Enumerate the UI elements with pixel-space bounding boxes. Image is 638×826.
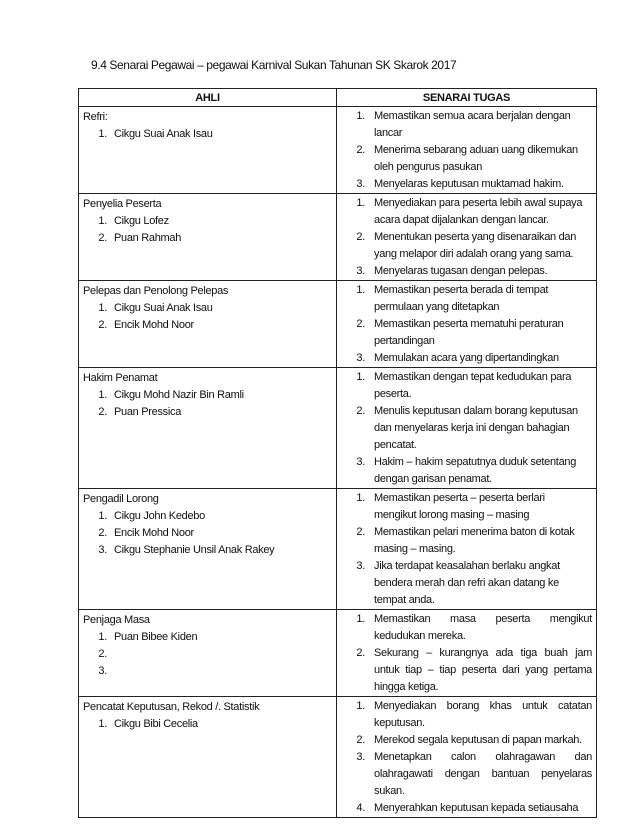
task-line: [337, 524, 592, 541]
member-item: [79, 663, 336, 680]
member-item: [79, 542, 336, 559]
role-title: Pencatat Keputusan, Rekod /. Statistik: [83, 701, 260, 713]
task-text: mengikut lorong masing – masing: [374, 509, 530, 521]
table-row: [79, 194, 597, 281]
task-line: [337, 611, 592, 628]
role-title: Hakim Penamat: [83, 372, 158, 384]
task-line: [337, 558, 592, 575]
tugas-cell: [337, 368, 597, 489]
table-row: [79, 281, 597, 368]
task-text: sukan.: [374, 785, 405, 797]
task-number: 2.: [356, 405, 365, 417]
task-number: [337, 159, 374, 176]
task-text: Menyelaras keputusan muktamad hakim.: [374, 178, 564, 190]
task-line: [337, 420, 592, 437]
member-name: Encik Mohd Noor: [114, 527, 194, 539]
role-title: Refri:: [83, 111, 108, 123]
task-number: 2.: [356, 318, 365, 330]
task-text: Sekurang – kurangnya ada tiga buah jam: [374, 647, 592, 659]
task-number: 2.: [356, 734, 365, 746]
task-line: [337, 159, 592, 176]
member-list: [79, 508, 336, 559]
member-number: 3.: [98, 665, 107, 677]
role-title: Pelepas dan Penolong Pelepas: [83, 285, 229, 297]
task-line: [337, 662, 592, 679]
member-name: Puan Rahmah: [114, 232, 182, 244]
task-number: 2.: [356, 144, 365, 156]
task-number: 3.: [356, 352, 365, 364]
task-number: [337, 437, 374, 454]
member-name: Cikgu Suai Anak Isau: [114, 128, 213, 140]
member-number: 2.: [98, 319, 107, 331]
member-number: 1.: [98, 389, 107, 401]
task-text: Jika terdapat keasalahan berlaku angkat: [374, 560, 560, 572]
member-number: 2.: [98, 527, 107, 539]
header-senarai-tugas: SENARAI TUGAS: [337, 89, 597, 107]
task-number: [337, 386, 374, 403]
task-number: [337, 592, 374, 609]
task-text: Memastikan peserta mematuhi peraturan: [374, 318, 564, 330]
task-line: [337, 507, 592, 524]
task-line: [337, 490, 592, 507]
task-line: [337, 108, 592, 125]
task-number: 3.: [356, 178, 365, 190]
task-number: [337, 575, 374, 592]
task-line: [337, 628, 592, 645]
task-text: pencatat.: [374, 439, 417, 451]
task-list: [337, 368, 596, 488]
member-item: [79, 126, 336, 143]
task-list: [337, 107, 596, 193]
tugas-cell: [337, 281, 597, 368]
member-item: [79, 387, 336, 404]
task-number: 2.: [356, 231, 365, 243]
task-text: peserta.: [374, 388, 412, 400]
member-number: 2.: [98, 232, 107, 244]
task-number: [337, 679, 374, 696]
ahli-cell: [79, 697, 337, 818]
task-number: [337, 420, 374, 437]
task-number: [337, 541, 374, 558]
member-number: 2.: [98, 406, 107, 418]
task-text: tempat anda.: [374, 594, 435, 606]
member-number: 1.: [98, 631, 107, 643]
task-text: acara dapat dijalankan dengan lancar.: [374, 214, 549, 226]
task-text: Hakim – hakim sepatutnya duduk setentang: [374, 456, 577, 468]
task-line: [337, 195, 592, 212]
member-number: 1.: [98, 215, 107, 227]
ahli-cell: [79, 107, 337, 194]
role-title: Pengadil Lorong: [83, 493, 159, 505]
table-row: [79, 697, 597, 818]
task-number: 1.: [356, 110, 365, 122]
task-line: [337, 403, 592, 420]
table-row: [79, 368, 597, 489]
member-item: [79, 525, 336, 542]
task-text: yang melapor diri adalah orang yang sama.: [374, 248, 574, 260]
member-name: Puan Bibee Kiden: [114, 631, 198, 643]
task-number: [337, 333, 374, 350]
task-line: [337, 800, 592, 817]
ahli-cell: [79, 281, 337, 368]
task-line: [337, 350, 592, 367]
member-number: 1.: [98, 302, 107, 314]
task-line: [337, 246, 592, 263]
member-item: [79, 230, 336, 247]
ahli-cell: [79, 194, 337, 281]
task-text: Menentukan peserta yang disenaraikan dan: [374, 231, 577, 243]
task-line: [337, 369, 592, 386]
task-text: Memastikan masa peserta mengikut: [374, 613, 592, 625]
task-line: [337, 645, 592, 662]
task-number: 3.: [356, 560, 365, 572]
task-number: 4.: [356, 802, 365, 814]
task-text: Memastikan dengan tepat kedudukan para: [374, 371, 572, 383]
tugas-cell: [337, 194, 597, 281]
member-list: [79, 387, 336, 421]
task-line: [337, 316, 592, 333]
task-line: [337, 299, 592, 316]
task-number: 1.: [356, 613, 365, 625]
task-number: [337, 471, 374, 488]
member-name: Cikgu Suai Anak Isau: [114, 302, 213, 314]
task-text: Menerima sebarang aduan uang dikemukan: [374, 144, 578, 156]
task-text: dengan garisan penamat.: [374, 473, 492, 485]
ahli-cell: [79, 489, 337, 610]
table-row: [79, 610, 597, 697]
task-line: [337, 541, 592, 558]
task-text: Merekod segala keputusan di papan markah.: [374, 734, 582, 746]
task-list: [337, 281, 596, 367]
member-item: [79, 317, 336, 334]
task-text: kedudukan mereka.: [374, 630, 466, 642]
task-line: [337, 783, 592, 800]
task-text: keputusan.: [374, 717, 425, 729]
ahli-cell: [79, 610, 337, 697]
task-number: [337, 715, 374, 732]
task-text: Menyelaras tugasan dengan pelepas.: [374, 265, 548, 277]
member-item: [79, 629, 336, 646]
table-row: [79, 489, 597, 610]
table-body: [79, 107, 597, 818]
task-line: [337, 749, 592, 766]
task-text: dan menyelaras kerja ini dengan bahagian: [374, 422, 570, 434]
member-list: [79, 126, 336, 143]
task-line: [337, 333, 592, 350]
task-line: [337, 212, 592, 229]
task-text: Memastikan peserta berada di tempat: [374, 284, 549, 296]
task-number: [337, 125, 374, 142]
member-number: 3.: [98, 544, 107, 556]
task-number: [337, 212, 374, 229]
task-line: [337, 575, 592, 592]
role-title: Penyelia Peserta: [83, 198, 162, 210]
member-number: 1.: [98, 128, 107, 140]
tugas-cell: [337, 489, 597, 610]
member-item: [79, 508, 336, 525]
task-number: 1.: [356, 284, 365, 296]
member-item: [79, 300, 336, 317]
task-text: Memastikan peserta – peserta berlari: [374, 492, 545, 504]
task-list: [337, 489, 596, 609]
table-row: [79, 107, 597, 194]
task-number: 3.: [356, 456, 365, 468]
task-number: 2.: [356, 647, 365, 659]
member-number: 1.: [98, 718, 107, 730]
member-item: [79, 213, 336, 230]
task-text: pertandingan: [374, 335, 435, 347]
member-name: Cikgu Lofez: [114, 215, 169, 227]
task-list: [337, 610, 596, 696]
task-text: olahragawati dengan bantuan penyelaras: [374, 768, 592, 780]
role-title: Penjaga Masa: [83, 614, 150, 626]
task-line: [337, 282, 592, 299]
header-ahli: AHLI: [79, 89, 337, 107]
task-number: [337, 662, 374, 679]
member-name: Puan Pressica: [114, 406, 182, 418]
task-text: oleh pengurus pasukan: [374, 161, 483, 173]
member-name: Cikgu Bibi Cecelia: [114, 718, 198, 730]
task-number: 2.: [356, 526, 365, 538]
member-list: [79, 213, 336, 247]
task-text: Memastikan pelari menerima baton di kotak: [374, 526, 575, 538]
task-text: bendera merah dan refri akan datang ke: [374, 577, 559, 589]
task-text: lancar: [374, 127, 403, 139]
member-list: [79, 300, 336, 334]
member-name: Cikgu Stephanie Unsil Anak Rakey: [114, 544, 275, 556]
task-number: 1.: [356, 492, 365, 504]
task-text: untuk tiap – tiap peserta dari yang pertama: [374, 664, 592, 676]
task-text: hingga ketiga.: [374, 681, 439, 693]
member-number: 1.: [98, 510, 107, 522]
section-heading: 9.4 Senarai Pegawai – pegawai Karnival Sukan Tahunan SK Skarok 2017: [91, 58, 457, 72]
task-number: [337, 299, 374, 316]
task-line: [337, 142, 592, 159]
task-number: [337, 507, 374, 524]
task-number: [337, 783, 374, 800]
task-text: permulaan yang ditetapkan: [374, 301, 500, 313]
task-number: [337, 766, 374, 783]
member-list: [79, 629, 336, 680]
tugas-cell: [337, 107, 597, 194]
task-text: Memastikan semua acara berjalan dengan: [374, 110, 571, 122]
member-item: [79, 404, 336, 421]
task-number: [337, 246, 374, 263]
task-number: [337, 628, 374, 645]
member-name: Cikgu Mohd Nazir Bin Ramli: [114, 389, 244, 401]
task-text: Menyerahkan keputusan kepada setiausaha: [374, 802, 579, 814]
member-item: [79, 716, 336, 733]
task-line: [337, 263, 592, 280]
task-number: 1.: [356, 371, 365, 383]
task-list: [337, 194, 596, 280]
task-line: [337, 766, 592, 783]
task-number: 1.: [356, 700, 365, 712]
task-text: Menetapkan calon olahragawan dan: [374, 751, 592, 763]
task-text: masing – masing.: [374, 543, 456, 555]
task-list: [337, 697, 596, 817]
task-line: [337, 437, 592, 454]
task-line: [337, 698, 592, 715]
member-item: [79, 646, 336, 663]
task-line: [337, 386, 592, 403]
task-text: Menulis keputusan dalam borang keputusan: [374, 405, 578, 417]
task-line: [337, 715, 592, 732]
task-line: [337, 592, 592, 609]
member-name: Encik Mohd Noor: [114, 319, 194, 331]
task-line: [337, 454, 592, 471]
ahli-cell: [79, 368, 337, 489]
task-line: [337, 732, 592, 749]
table-header-row: [79, 89, 597, 107]
tugas-cell: [337, 697, 597, 818]
task-number: 1.: [356, 197, 365, 209]
officials-table: [78, 88, 597, 818]
task-line: [337, 679, 592, 696]
task-line: [337, 176, 592, 193]
task-number: 3.: [356, 265, 365, 277]
member-number: 2.: [98, 648, 107, 660]
task-text: Menyediakan borang khas untuk catatan: [374, 700, 592, 712]
task-line: [337, 471, 592, 488]
task-text: Menyediakan para peserta lebih awal supaya: [374, 197, 583, 209]
task-number: 3.: [356, 751, 365, 763]
member-name: Cikgu John Kedebo: [114, 510, 205, 522]
task-line: [337, 125, 592, 142]
task-line: [337, 229, 592, 246]
tugas-cell: [337, 610, 597, 697]
member-list: [79, 716, 336, 733]
task-text: Memulakan acara yang dipertandingkan: [374, 352, 559, 364]
